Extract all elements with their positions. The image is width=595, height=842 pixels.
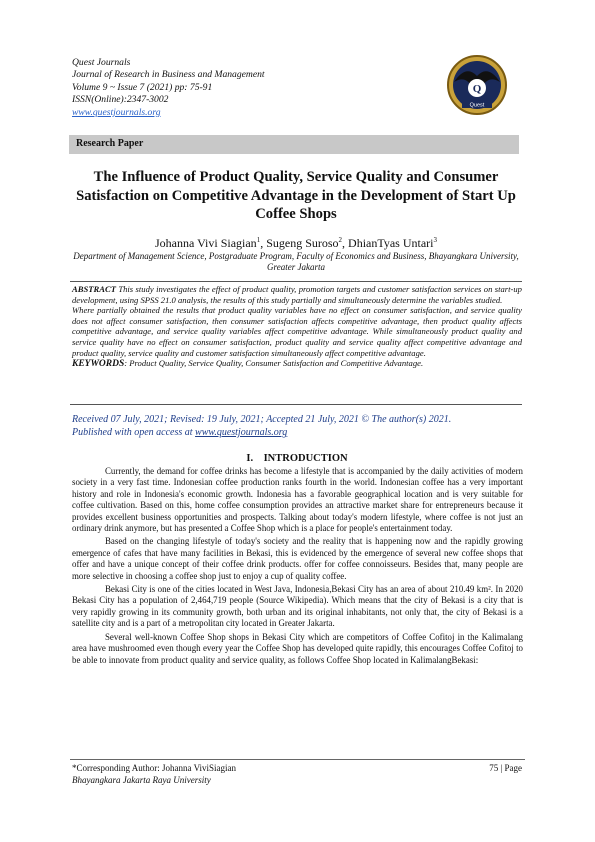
journal-short-name: Quest Journals <box>72 57 131 68</box>
author-name: DhianTyas Untari <box>348 236 434 250</box>
abstract-bottom-divider <box>70 404 522 405</box>
abstract-top-divider <box>70 281 522 282</box>
journal-url-link[interactable]: www.questjournals.org <box>72 106 161 118</box>
author-affiliation-mark: 1 <box>256 236 261 244</box>
journal-issn: ISSN(Online):2347-3002 <box>72 94 169 106</box>
body-paragraph: Currently, the demand for coffee drinks has become a lifestyle that is accompanied by the daily activities of modern society in a very fast time. Indonesian coffee production ranks fourth in the world. Indonesian coffee has a very important history and role in Indonesia's economic growth. Indonesia has a favorable geographical location and is very suitable for coffee cultivation. Based on this, home coffee consumption provides an attractive market share for entrepreneurs because it provides excellent business opportunities and prospects. Talking about today's modern lifestyle, where coffee is not just an ordinary drink anymore, but has presented a Coffee Shop which is a place for people's entertainment today. <box>72 466 523 534</box>
svg-text:Q: Q <box>472 83 482 95</box>
author-name: Sugeng Suroso <box>266 236 339 250</box>
body-paragraph: Bekasi City is one of the cities located in West Java, Indonesia,Bekasi City has an area of about 210.49 km². In 2020 Bekasi City has a population of 2,464,719 people (Source Wikipedia). Which means that the city of Bekasi is a city that is very rapidly growing in its community growth, both urban and its original inhabitants, not only that, the city of Bekasi is a satellite city and is a part of a metropolitan city located in Greater Jakarta. <box>72 584 523 629</box>
abstract-paragraph: ABSTRACT This study investigates the effect of product quality, promotion targets and customer satisfaction services on start-up development, using SPSS 21.0 analysis, the results of this study partially and simultaneously determine the variables studied. <box>72 284 522 305</box>
open-access-link[interactable]: www.questjournals.org <box>195 427 288 438</box>
journal-volume: Volume 9 ~ Issue 7 (2021) pp: 75-91 <box>72 81 213 93</box>
author-list: Johanna Vivi Siagian$^1$, Sugeng Suroso$^2$, DhianTyas Untari$^3$ <box>154 236 438 250</box>
keywords-label: KEYWORDS <box>72 359 125 370</box>
article-type-banner <box>69 135 519 154</box>
author-affiliation: Department of Management Science, Postgraduate Program, Faculty of Economics and Business, Bhayangkara University, Greater Jakarta <box>73 251 519 272</box>
author-affiliation-mark: 2 <box>338 236 343 244</box>
journal-logo-icon <box>446 54 508 116</box>
keywords-line <box>72 358 522 370</box>
logo-text: Quest <box>469 102 485 109</box>
journal-full-name: Journal of Research in Business and Management <box>72 69 265 81</box>
body-paragraph: Several well-known Coffee Shop shops in Bekasi City which are competitors of Coffee Cofitoj in the Kalimalang area have mushroomed even though every year the Coffee Shop has developed quite rapidly, this encourages Coffee Cofitoj to be able to innovate from product quality and service quality, as follows Coffee Shop located in KalimalangBekasi: <box>72 631 523 665</box>
open-access-line: Published with open access at www.questjournals.org <box>72 427 288 438</box>
received-dates <box>72 413 522 439</box>
author-affiliation-mark: 3 <box>433 236 438 244</box>
section-heading: I. INTRODUCTION <box>246 453 348 464</box>
corresponding-author: *Corresponding Author: Johanna ViviSiagian <box>72 763 237 773</box>
abstract-label: ABSTRACT <box>72 284 116 294</box>
paper-title: The Influence of Product Quality, Service Quality and Consumer Satisfaction on Competitive Advantage in the Development of Start Up Coffee Shops <box>76 169 516 222</box>
keywords-text: : Product Quality, Service Quality, Consumer Satisfaction and Competitive Advantage. <box>124 358 424 369</box>
body-paragraph: Based on the changing lifestyle of today's society and the reality that is happening now and the rapidly growing emergence of cafes that have many facilities in Bekasi, this is evidenced by the emergence of several new coffee shops that offer and have a unique concept of their coffee drink products. offer for coffee connoisseurs. Besides that, many people are more selective in choosing a coffee shop just to enjoy a cup of quality coffee. <box>72 536 523 581</box>
author-name: Johanna Vivi Siagian <box>154 236 257 250</box>
abstract-paragraph: Where partially obtained the results that product quality variables have no effect on consumer satisfaction, and service quality does not affect consumer satisfaction, then consumer satisfaction affects competitive advantage, then product quality affects competitive advantage, and service quality variables affect competitive advantage. While simultaneously product quality and service quality have no effect on consumer satisfaction, product quality and service quality affect competitive advantage and product quality, service quality and customer satisfaction simultaneously affect competitive advantage. <box>72 305 522 358</box>
footer-author-info <box>72 763 236 786</box>
footer-divider <box>70 759 525 760</box>
received-line: Received 07 July, 2021; Revised: 19 July, 2021; Accepted 21 July, 2021 © The author(s) 2021. <box>72 414 452 425</box>
page-number: 75 | Page <box>489 763 522 773</box>
introduction-body <box>72 466 523 668</box>
abstract-block <box>72 284 522 370</box>
author-institution: Bhayangkara Jakarta Raya University <box>72 774 211 785</box>
journal-header <box>72 57 392 119</box>
article-type-label: Research Paper <box>76 138 144 149</box>
